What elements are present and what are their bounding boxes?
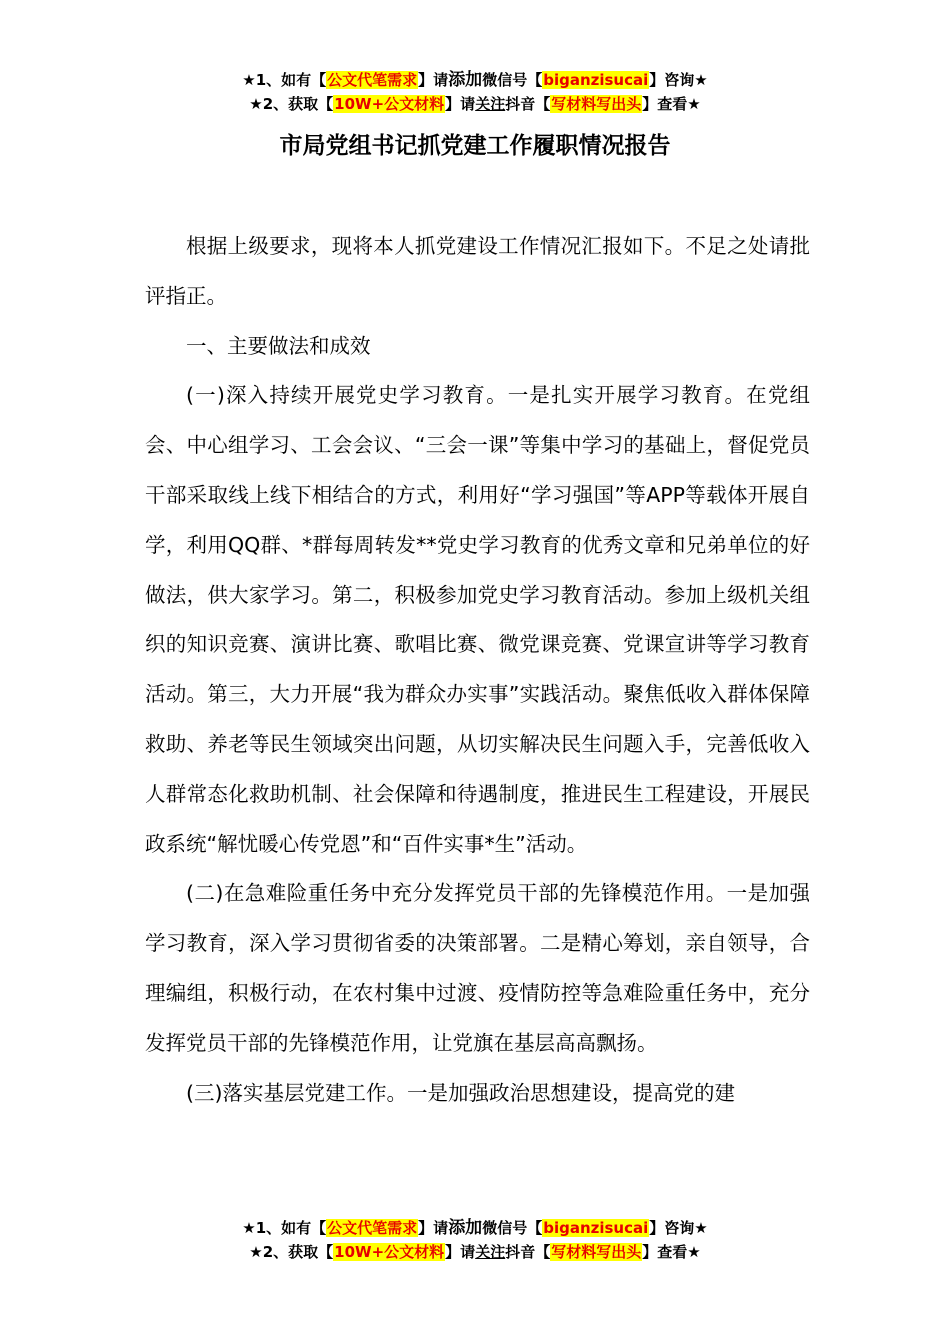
highlight-douyin-id: 写材料写出头 (551, 1243, 642, 1261)
promo-text: 1、如有【 (255, 1219, 327, 1237)
star-icon: ★ (242, 1219, 256, 1237)
promo-text: 】查看 (642, 95, 688, 113)
header-promo-banner (0, 68, 950, 116)
promo-text: 】查看 (642, 1243, 688, 1261)
highlight-materials: 10W+公文材料 (334, 1243, 445, 1261)
promo-text: 2、获取【 (262, 95, 334, 113)
footer-promo-banner (0, 1216, 950, 1264)
section-heading: 一、主要做法和成效 (186, 333, 371, 358)
paragraph-item-1: (一)深入持续开展党史学习教育。一是扎实开展学习教育。在党组会、中心组学习、工会会议、“三会一课”等集中学习的基础上，督促党员干部采取线上线下相结合的方式，利用好“学习强国”等APP等载体开展自学，利用QQ群、*群每周转发**党史学习教育的优秀文章和兄弟单位的好做法，供大家学习。第二，积极参加党史学习教育活动。参加上级机关组织的知识竞赛、演讲比赛、歌唱比赛、微党课竞赛、党课宣讲等学习教育活动。第三，大力开展“我为群众办实事”实践活动。聚焦低收入群体保障救助、养老等民生领域突出问题，从切实解决民生问题入手，完善低收入人群常态化救助机制、社会保障和待遇制度，推进民生工程建设，开展民政系统“解忧暖心传党恩”和“百件实事*生”活动。 (145, 383, 810, 856)
paragraph-item-3: (三)落实基层党建工作。一是加强政治思想建设，提高党的建 (186, 1080, 735, 1105)
star-icon: ★ (694, 1219, 708, 1237)
promo-text: 】请 (445, 95, 476, 113)
star-icon: ★ (687, 95, 701, 113)
star-icon: ★ (249, 95, 263, 113)
highlight-douyin-id: 写材料写出头 (551, 95, 642, 113)
highlight-wechat-id: biganzisucai (543, 1219, 649, 1237)
promo-text: 】请 (418, 1219, 449, 1237)
promo-text: 抖音【 (505, 95, 551, 113)
emphasis-follow: 关注 (475, 1243, 506, 1261)
promo-text: 】请 (445, 1243, 476, 1261)
document-body (145, 222, 810, 1118)
document-title: 市局党组书记抓党建工作履职情况报告 (279, 133, 671, 159)
promo-text: 】咨询 (649, 71, 695, 89)
promo-text: 2、获取【 (262, 1243, 334, 1261)
highlight-service: 公文代笔需求 (327, 71, 418, 89)
promo-text: 微信号【 (482, 1219, 543, 1237)
star-icon: ★ (242, 71, 256, 89)
emphasis-follow: 关注 (475, 95, 506, 113)
promo-text: 微信号【 (482, 71, 543, 89)
paragraph-intro: 根据上级要求，现将本人抓党建设工作情况汇报如下。不足之处请批评指正。 (145, 234, 810, 308)
promo-text: 1、如有【 (255, 71, 327, 89)
star-icon: ★ (694, 71, 708, 89)
promo-text: 】咨询 (649, 1219, 695, 1237)
star-icon: ★ (687, 1243, 701, 1261)
highlight-materials: 10W+公文材料 (334, 95, 445, 113)
promo-text: 】请 (418, 71, 449, 89)
paragraph-item-2: (二)在急难险重任务中充分发挥党员干部的先锋模范作用。一是加强学习教育，深入学习贯彻省委的决策部署。二是精心筹划，亲自领导，合理编组，积极行动，在农村集中过渡、疫情防控等急难险重任务中，充分发挥党员干部的先锋模范作用，让党旗在基层高高飘扬。 (145, 881, 810, 1055)
promo-line-2 (0, 1240, 950, 1264)
highlight-service: 公文代笔需求 (327, 1219, 418, 1237)
promo-text: 抖音【 (505, 1243, 551, 1261)
emphasis-add: 添加 (448, 70, 483, 90)
star-icon: ★ (249, 1243, 263, 1261)
promo-line-2 (0, 92, 950, 116)
emphasis-add: 添加 (448, 1218, 483, 1238)
highlight-wechat-id: biganzisucai (543, 71, 649, 89)
promo-line-1 (0, 1216, 950, 1240)
promo-line-1 (0, 68, 950, 92)
